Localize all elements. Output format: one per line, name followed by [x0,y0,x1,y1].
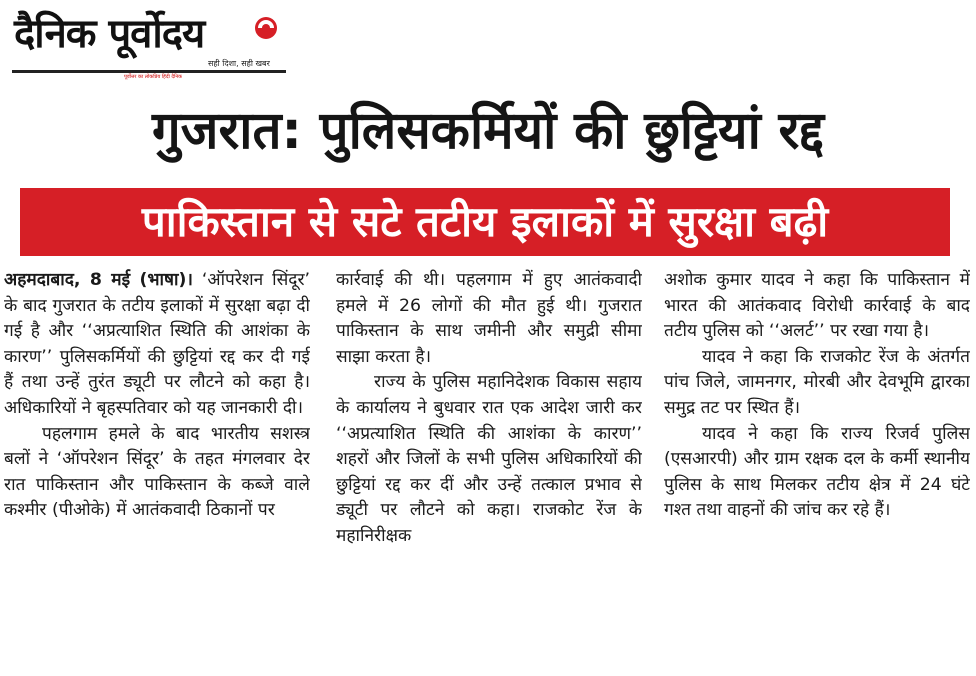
dateline: अहमदाबाद, 8 मई (भाषा)। [4,270,193,290]
paragraph [4,268,310,422]
sun-logo-icon [252,12,280,40]
headline: गुजरात: पुलिसकर्मियों की छुट्टियां रद्द [151,101,825,161]
subheadline-banner: पाकिस्तान से सटे तटीय इलाकों में सुरक्षा बढ़ी [20,188,950,256]
article-column-3 [664,268,970,672]
masthead [12,6,288,80]
paragraph: पहलगाम हमले के बाद भारतीय सशस्त्र बलों ने ‘ऑपरेशन सिंदूर’ के तहत मंगलवार देर रात पाकिस्तान और पाकिस्तान के कब्जे वाले कश्मीर (पीओके) में आतंकवादी ठिकानों पर [4,423,310,521]
article-column-1 [4,268,310,672]
paragraph: यादव ने कहा कि राजकोट रेंज के अंतर्गत पांच जिले, जामनगर, मोरबी और देवभूमि द्वारका समुद्र तट पर स्थित हैं। [664,346,970,418]
paragraph-text: ‘ऑपरेशन सिंदूर’ के बाद गुजरात के तटीय इलाकों में सुरक्षा बढ़ा दी गई है और ‘‘अप्रत्याशित स्थिति की आशंका के कारण’’ पुलिसकर्मियों की छुट्टियां रद्द कर दी गई हैं तथा उन्हें तुरंत ड्यूटी पर लौटने को कहा है। अधिकारियों ने बृहस्पतिवार को यह जानकारी दी। [4,270,310,418]
paragraph: राज्य के पुलिस महानिदेशक विकास सहाय के कार्यालय ने बुधवार रात एक आदेश जारी कर ‘‘अप्रत्याशित स्थिति की आशंका के कारण’’ शहरों और जिलों के सभी पुलिस अधिकारियों की छुट्टियां रद्द कर दीं और उन्हें तत्काल प्रभाव से ड्यूटी पर लौटने को कहा। राजकोट रेंज के महानिरीक्षक [336,372,642,546]
newspaper-logo: दैनिक पूर्वोदय [14,11,205,57]
tagline: सही दिशा, सही खबर [208,59,270,68]
paragraph: यादव ने कहा कि राज्य रिजर्व पुलिस (एसआरपी) और ग्राम रक्षक दल के कर्मी स्थानीय पुलिस के साथ मिलकर तटीय क्षेत्र में 24 घंटे गश्त तथा वाहनों की जांच कर रहे हैं। [664,423,970,521]
masthead-divider [12,70,286,73]
paragraph: कार्रवाई की थी। पहलगाम में हुए आतंकवादी हमले में 26 लोगों की मौत हुई थी। गुजरात पाकिस्तान के साथ जमीनी और समुद्री सीमा साझा करता है। [336,270,642,367]
paragraph: अशोक कुमार यादव ने कहा कि पाकिस्तान में भारत की आतंकवाद विरोधी कार्रवाई के बाद तटीय पुलिस को ‘‘अलर्ट’’ पर रखा गया है। [664,270,970,342]
article-column-2 [336,268,642,672]
masthead-note: पूर्वोत्तर का लोकप्रिय हिंदी दैनिक [124,74,182,80]
